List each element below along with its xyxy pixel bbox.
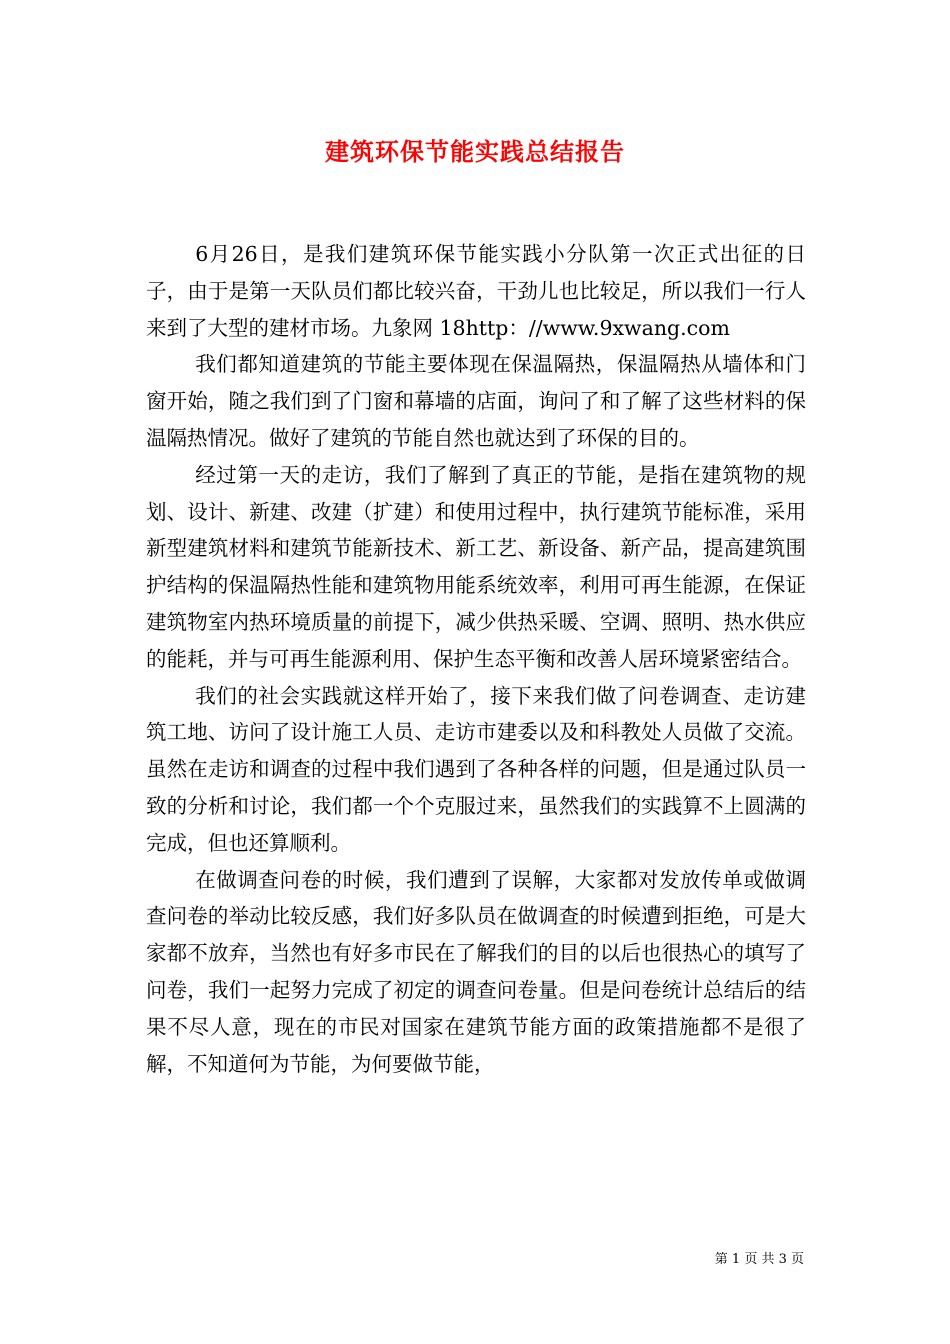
- document-body: [146, 236, 806, 1082]
- paragraph: 我们的社会实践就这样开始了，接下来我们做了问卷调查、走访建筑工地、访问了设计施工人员、走访市建委以及和科教处人员做了交流。虽然在走访和调查的过程中我们遇到了各种各样的问题，但是通过队员一致的分析和讨论，我们都一个个克服过来，虽然我们的实践算不上圆满的完成，但也还算顺利。: [146, 683, 806, 855]
- document-title: 建筑环保节能实践总结报告: [325, 137, 625, 166]
- paragraph: 我们都知道建筑的节能主要体现在保温隔热，保温隔热从墙体和门窗开始，随之我们到了门窗和幕墙的店面，询问了和了解了这些材料的保温隔热情况。做好了建筑的节能自然也就达到了环保的目的。: [146, 352, 806, 450]
- paragraph: 6月26日，是我们建筑环保节能实践小分队第一次正式出征的日子，由于是第一天队员们都比较兴奋，干劲儿也比较足，所以我们一行人来到了大型的建材市场。九象网 18http：//www.9xwang.com: [146, 242, 806, 340]
- paragraph: 经过第一天的走访，我们了解到了真正的节能，是指在建筑物的规划、设计、新建、改建（扩建）和使用过程中，执行建筑节能标准，采用新型建筑材料和建筑节能新技术、新工艺、新设备、新产品，提高建筑围护结构的保温隔热性能和建筑物用能系统效率，利用可再生能源，在保证建筑物室内热环境质量的前提下，减少供热采暖、空调、照明、热水供应的能耗，并与可再生能源利用、保护生态平衡和改善人居环境紧密结合。: [146, 462, 806, 671]
- paragraph: 在做调查问卷的时候，我们遭到了误解，大家都对发放传单或做调查问卷的举动比较反感，我们好多队员在做调查的时候遭到拒绝，可是大家都不放弃，当然也有好多市民在了解我们的目的以后也很热心的填写了问卷，我们一起努力完成了初定的调查问卷量。但是问卷统计总结后的结果不尽人意，现在的市民对国家在建筑节能方面的政策措施都不是很了解，不知道何为节能，为何要做节能，: [146, 867, 806, 1076]
- page-number: 第 1 页 共 3 页: [714, 1252, 804, 1267]
